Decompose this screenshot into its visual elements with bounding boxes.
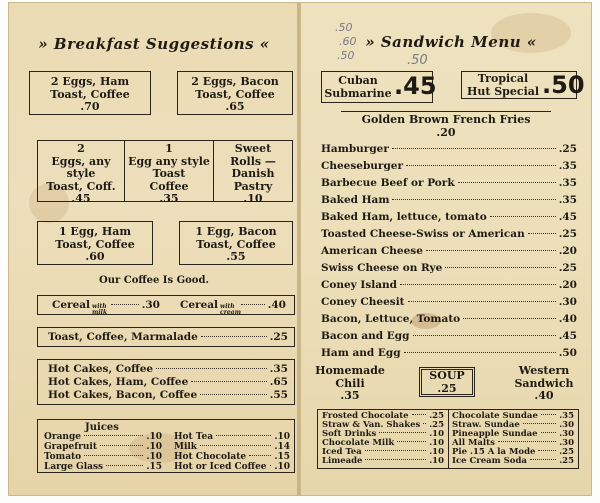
item-price: .25: [558, 143, 577, 155]
item-price: .65: [269, 376, 288, 388]
combo-price: .10: [243, 192, 263, 205]
combo-line: Sweet: [234, 142, 272, 155]
item-price: .25: [437, 381, 457, 395]
leader-dots: [397, 441, 426, 442]
item-note: with milk: [92, 303, 108, 316]
item-price: .10: [274, 462, 290, 472]
combo-two-eggs: [38, 143, 124, 206]
leader-dots: [426, 250, 556, 251]
item-label: Tomato: [44, 452, 82, 462]
leader-dots: [413, 335, 556, 336]
item-label: Chocolate Milk: [322, 438, 395, 448]
item-label: Pie .15 A la Mode: [452, 447, 536, 457]
item-price: .25: [559, 456, 574, 466]
combo-line: 1 Egg, Ham: [58, 225, 132, 238]
item-line: Tropical: [477, 72, 529, 85]
combo-line: Toast, Coffee: [50, 87, 130, 101]
drink-row: [174, 442, 290, 453]
leader-dots: [458, 182, 556, 183]
leader-dots: [400, 284, 556, 285]
leader-dots: [528, 233, 556, 234]
item-price: .25: [559, 447, 574, 457]
item-price: .40: [558, 313, 577, 325]
item-label: Cereal: [180, 299, 219, 311]
combo-line: 2 Eggs, Bacon: [191, 75, 279, 88]
item-label: Hot Cakes, Coffee: [48, 363, 154, 375]
combo-bacon-eggs: [177, 71, 293, 115]
item-price: .20: [558, 245, 577, 257]
item-label: Limeade: [322, 456, 363, 466]
sandwich-row: [321, 160, 577, 172]
leader-dots: [191, 381, 266, 382]
leader-dots: [523, 423, 556, 424]
tropical-box: [461, 71, 585, 99]
combo-line: 1 Egg, Bacon: [195, 225, 277, 238]
item-label: Soft Drinks: [322, 429, 377, 439]
leader-dots: [490, 216, 556, 217]
divider: [448, 410, 449, 468]
combo-line: style: [66, 167, 96, 180]
item-price: .30: [559, 420, 574, 430]
sandwich-row: [321, 296, 577, 308]
item-price: .35: [340, 389, 360, 402]
menu-spread: [8, 2, 592, 501]
item-label: Grapefruit: [44, 442, 98, 452]
drink-row: [174, 462, 290, 473]
cuban-label: [324, 75, 392, 100]
item-price: .40: [534, 389, 554, 402]
combo-line: Egg any style: [128, 154, 210, 168]
combo-line: Toast, Coffee: [55, 237, 135, 251]
item-label: Barbecue Beef or Pork: [321, 177, 455, 189]
juice-row: [44, 452, 162, 463]
combo-price: .45: [71, 192, 91, 205]
leader-dots: [541, 432, 557, 433]
handwritten-price: .50: [407, 53, 428, 68]
leader-dots: [412, 414, 427, 415]
leader-dots: [365, 450, 426, 451]
hotcakes-row: [48, 376, 288, 388]
combo-price: .70: [80, 100, 100, 113]
sandwich-row: [321, 245, 577, 257]
sandwich-row: [321, 279, 577, 291]
combo-line: Toast, Coffee: [196, 237, 276, 251]
sandwich-row: [321, 262, 577, 274]
sandwich-row: [321, 313, 577, 325]
juice-row: [44, 442, 162, 453]
item-price: .10: [429, 456, 444, 466]
item-price: .10: [429, 438, 444, 448]
item-label: Pineapple Sundae: [452, 429, 538, 439]
item-label: Bacon and Egg: [321, 330, 410, 342]
tropical-label: [464, 73, 542, 98]
tropical-price: .50: [542, 71, 585, 99]
item-label: Hot Chocolate: [174, 452, 247, 462]
item-price: .25: [429, 411, 444, 421]
item-label: Toast, Coffee, Marmalade: [48, 331, 198, 343]
cereal-box: [37, 295, 295, 315]
item-price: .25: [558, 228, 577, 240]
combo-ham-eggs: [29, 71, 151, 115]
item-price: .35: [559, 411, 574, 421]
item-label: Baked Ham, lettuce, tomato: [321, 211, 487, 223]
leader-dots: [84, 455, 143, 456]
leader-dots: [241, 304, 265, 305]
item-price: .10: [274, 432, 290, 442]
item-line: Cuban: [338, 74, 378, 87]
item-line: Chili: [335, 376, 365, 390]
toast-row: [48, 331, 288, 343]
breakfast-page: [8, 2, 298, 496]
sandwich-row: [321, 194, 577, 206]
fountain-box: [317, 409, 579, 469]
leader-dots: [106, 465, 143, 466]
leader-dots: [538, 450, 556, 451]
soup-box: [419, 367, 475, 397]
item-price: .20: [436, 125, 456, 139]
item-label: Golden Brown French Fries: [361, 113, 531, 126]
leader-dots: [249, 455, 271, 456]
combo-line: Toast, Coffee: [195, 87, 275, 101]
leader-dots: [541, 414, 556, 415]
item-price: .25: [429, 420, 444, 430]
coffee-note: Our Coffee Is Good.: [99, 275, 209, 286]
item-label: Ham and Egg: [321, 347, 401, 359]
item-line: Western: [518, 364, 570, 377]
juice-row: [44, 462, 162, 473]
item-price: .30: [141, 299, 160, 311]
item-line: Homemade: [315, 364, 385, 377]
leader-dots: [100, 445, 143, 446]
leader-dots: [423, 423, 426, 424]
leader-dots: [200, 394, 267, 395]
hotcakes-row: [48, 363, 288, 375]
item-price: .45: [558, 330, 577, 342]
toast-box: [37, 327, 295, 347]
sandwich-row: [321, 211, 577, 223]
item-label: Frosted Chocolate: [322, 411, 409, 421]
western-item: [507, 365, 581, 403]
leader-dots: [84, 435, 143, 436]
item-label: Hot or Iced Coffee: [174, 462, 267, 472]
leader-dots: [392, 148, 556, 149]
sandwich-row: [321, 228, 577, 240]
hotcakes-row: [48, 389, 288, 401]
leader-dots: [498, 441, 556, 442]
combo-one-egg-ham: [37, 221, 153, 265]
combo-line: Toast: [152, 167, 186, 180]
combo-price: .65: [225, 100, 245, 113]
item-label: Coney Island: [321, 279, 398, 291]
leader-dots: [379, 432, 426, 433]
handwritten-price: .50: [337, 49, 355, 62]
item-price: .10: [146, 442, 162, 452]
item-label: Milk: [174, 442, 198, 452]
item-label: Hamburger: [321, 143, 389, 155]
item-label: SOUP: [429, 369, 465, 382]
item-label: Straw & Van. Shakes: [322, 420, 421, 430]
item-price: .10: [429, 429, 444, 439]
item-label: Swiss Cheese on Rye: [321, 262, 443, 274]
leader-dots: [111, 304, 139, 305]
item-label: Bacon, Lettuce, Tomato: [321, 313, 461, 325]
combo-line: Pastry: [233, 179, 273, 193]
item-label: All Malts: [452, 438, 495, 448]
item-price: .20: [558, 279, 577, 291]
hotcakes-box: [37, 359, 295, 405]
item-price: .15: [274, 452, 290, 462]
handwritten-price: .60: [339, 35, 357, 48]
item-label: American Cheese: [321, 245, 423, 257]
leader-dots: [365, 459, 426, 460]
item-label: Baked Ham: [321, 194, 390, 206]
leader-dots: [156, 368, 267, 369]
leader-dots: [270, 465, 272, 466]
item-note: with cream: [220, 303, 241, 316]
sandwich-page: [300, 2, 592, 496]
item-price: .50: [558, 347, 577, 359]
combo-line: Toast, Coff.: [46, 179, 116, 193]
juice-row: [44, 432, 162, 443]
combo-price: .55: [226, 250, 246, 263]
sandwich-row: [321, 143, 577, 155]
item-price: .35: [269, 363, 288, 375]
leader-dots: [408, 301, 556, 302]
sandwich-title: » Sandwich Menu «: [365, 33, 537, 51]
fries-item: [341, 111, 551, 139]
combo-line: Danish: [231, 167, 275, 180]
juices-box: [37, 419, 295, 473]
item-label: Coney Cheesit: [321, 296, 405, 308]
item-price: .30: [558, 296, 577, 308]
item-price: .45: [558, 211, 577, 223]
handwritten-price: .50: [335, 21, 353, 34]
item-price: .35: [558, 194, 577, 206]
combo-one-egg: [125, 143, 213, 206]
leader-dots: [201, 336, 267, 337]
leader-dots: [404, 352, 556, 353]
item-price: .25: [558, 262, 577, 274]
item-line: Hut Special: [466, 84, 540, 98]
item-price: .10: [429, 447, 444, 457]
item-label: Hot Cakes, Ham, Coffee: [48, 376, 189, 388]
cereal-cream-row: [180, 299, 286, 316]
item-price: .30: [559, 429, 574, 439]
combo-price: .60: [85, 250, 105, 263]
item-label: Cereal: [52, 299, 91, 311]
sandwich-row: [321, 177, 577, 189]
juices-title: Juices: [85, 422, 119, 433]
item-label: Hot Cakes, Bacon, Coffee: [48, 389, 198, 401]
item-label: Cheeseburger: [321, 160, 404, 172]
item-price: .25: [269, 331, 288, 343]
item-price: .15: [146, 462, 162, 472]
item-price: .35: [558, 177, 577, 189]
combo-row-eggs: [37, 140, 293, 205]
combo-line: Coffee: [149, 179, 189, 193]
item-label: Toasted Cheese-Swiss or American: [321, 228, 525, 240]
item-label: Hot Tea: [174, 432, 214, 442]
fountain-row: [322, 456, 444, 466]
drink-row: [174, 432, 290, 443]
leader-dots: [392, 199, 555, 200]
combo-price: .35: [159, 192, 179, 205]
combo-line: 2 Eggs, Ham: [50, 75, 130, 88]
combo-line: 2: [77, 142, 85, 155]
item-price: .30: [559, 438, 574, 448]
item-price: .55: [269, 389, 288, 401]
item-label: Ice Cream Soda: [452, 456, 527, 466]
combo-line: Rolls —: [230, 154, 276, 168]
item-line: Submarine: [324, 86, 392, 100]
combo-line: 1: [165, 142, 173, 155]
item-price: .10: [146, 452, 162, 462]
leader-dots: [445, 267, 555, 268]
leader-dots: [200, 445, 271, 446]
combo-sweet-rolls: [214, 143, 292, 206]
leader-dots: [463, 318, 556, 319]
combo-one-egg-bacon: [179, 221, 293, 265]
combo-line: Eggs, any: [51, 154, 111, 168]
sandwich-row: [321, 330, 577, 342]
item-label: Large Glass: [44, 462, 104, 472]
sandwich-row: [321, 347, 577, 359]
leader-dots: [216, 435, 271, 436]
item-price: .10: [146, 432, 162, 442]
leader-dots: [530, 459, 556, 460]
cuban-price: .45: [394, 72, 437, 100]
item-price: .35: [558, 160, 577, 172]
item-label: Chocolate Sundae: [452, 411, 538, 421]
fountain-row: [452, 456, 574, 466]
item-price: .40: [267, 299, 286, 311]
item-label: Straw. Sundae: [452, 420, 520, 430]
item-label: Iced Tea: [322, 447, 362, 457]
item-label: Orange: [44, 432, 81, 442]
cuban-box: [321, 71, 437, 103]
chili-item: [315, 365, 385, 403]
breakfast-title: » Breakfast Suggestions «: [38, 35, 270, 53]
item-line: Sandwich: [514, 376, 574, 390]
drink-row: [174, 452, 290, 463]
cereal-milk-row: [52, 299, 160, 316]
item-price: .14: [274, 442, 290, 452]
leader-dots: [406, 165, 556, 166]
